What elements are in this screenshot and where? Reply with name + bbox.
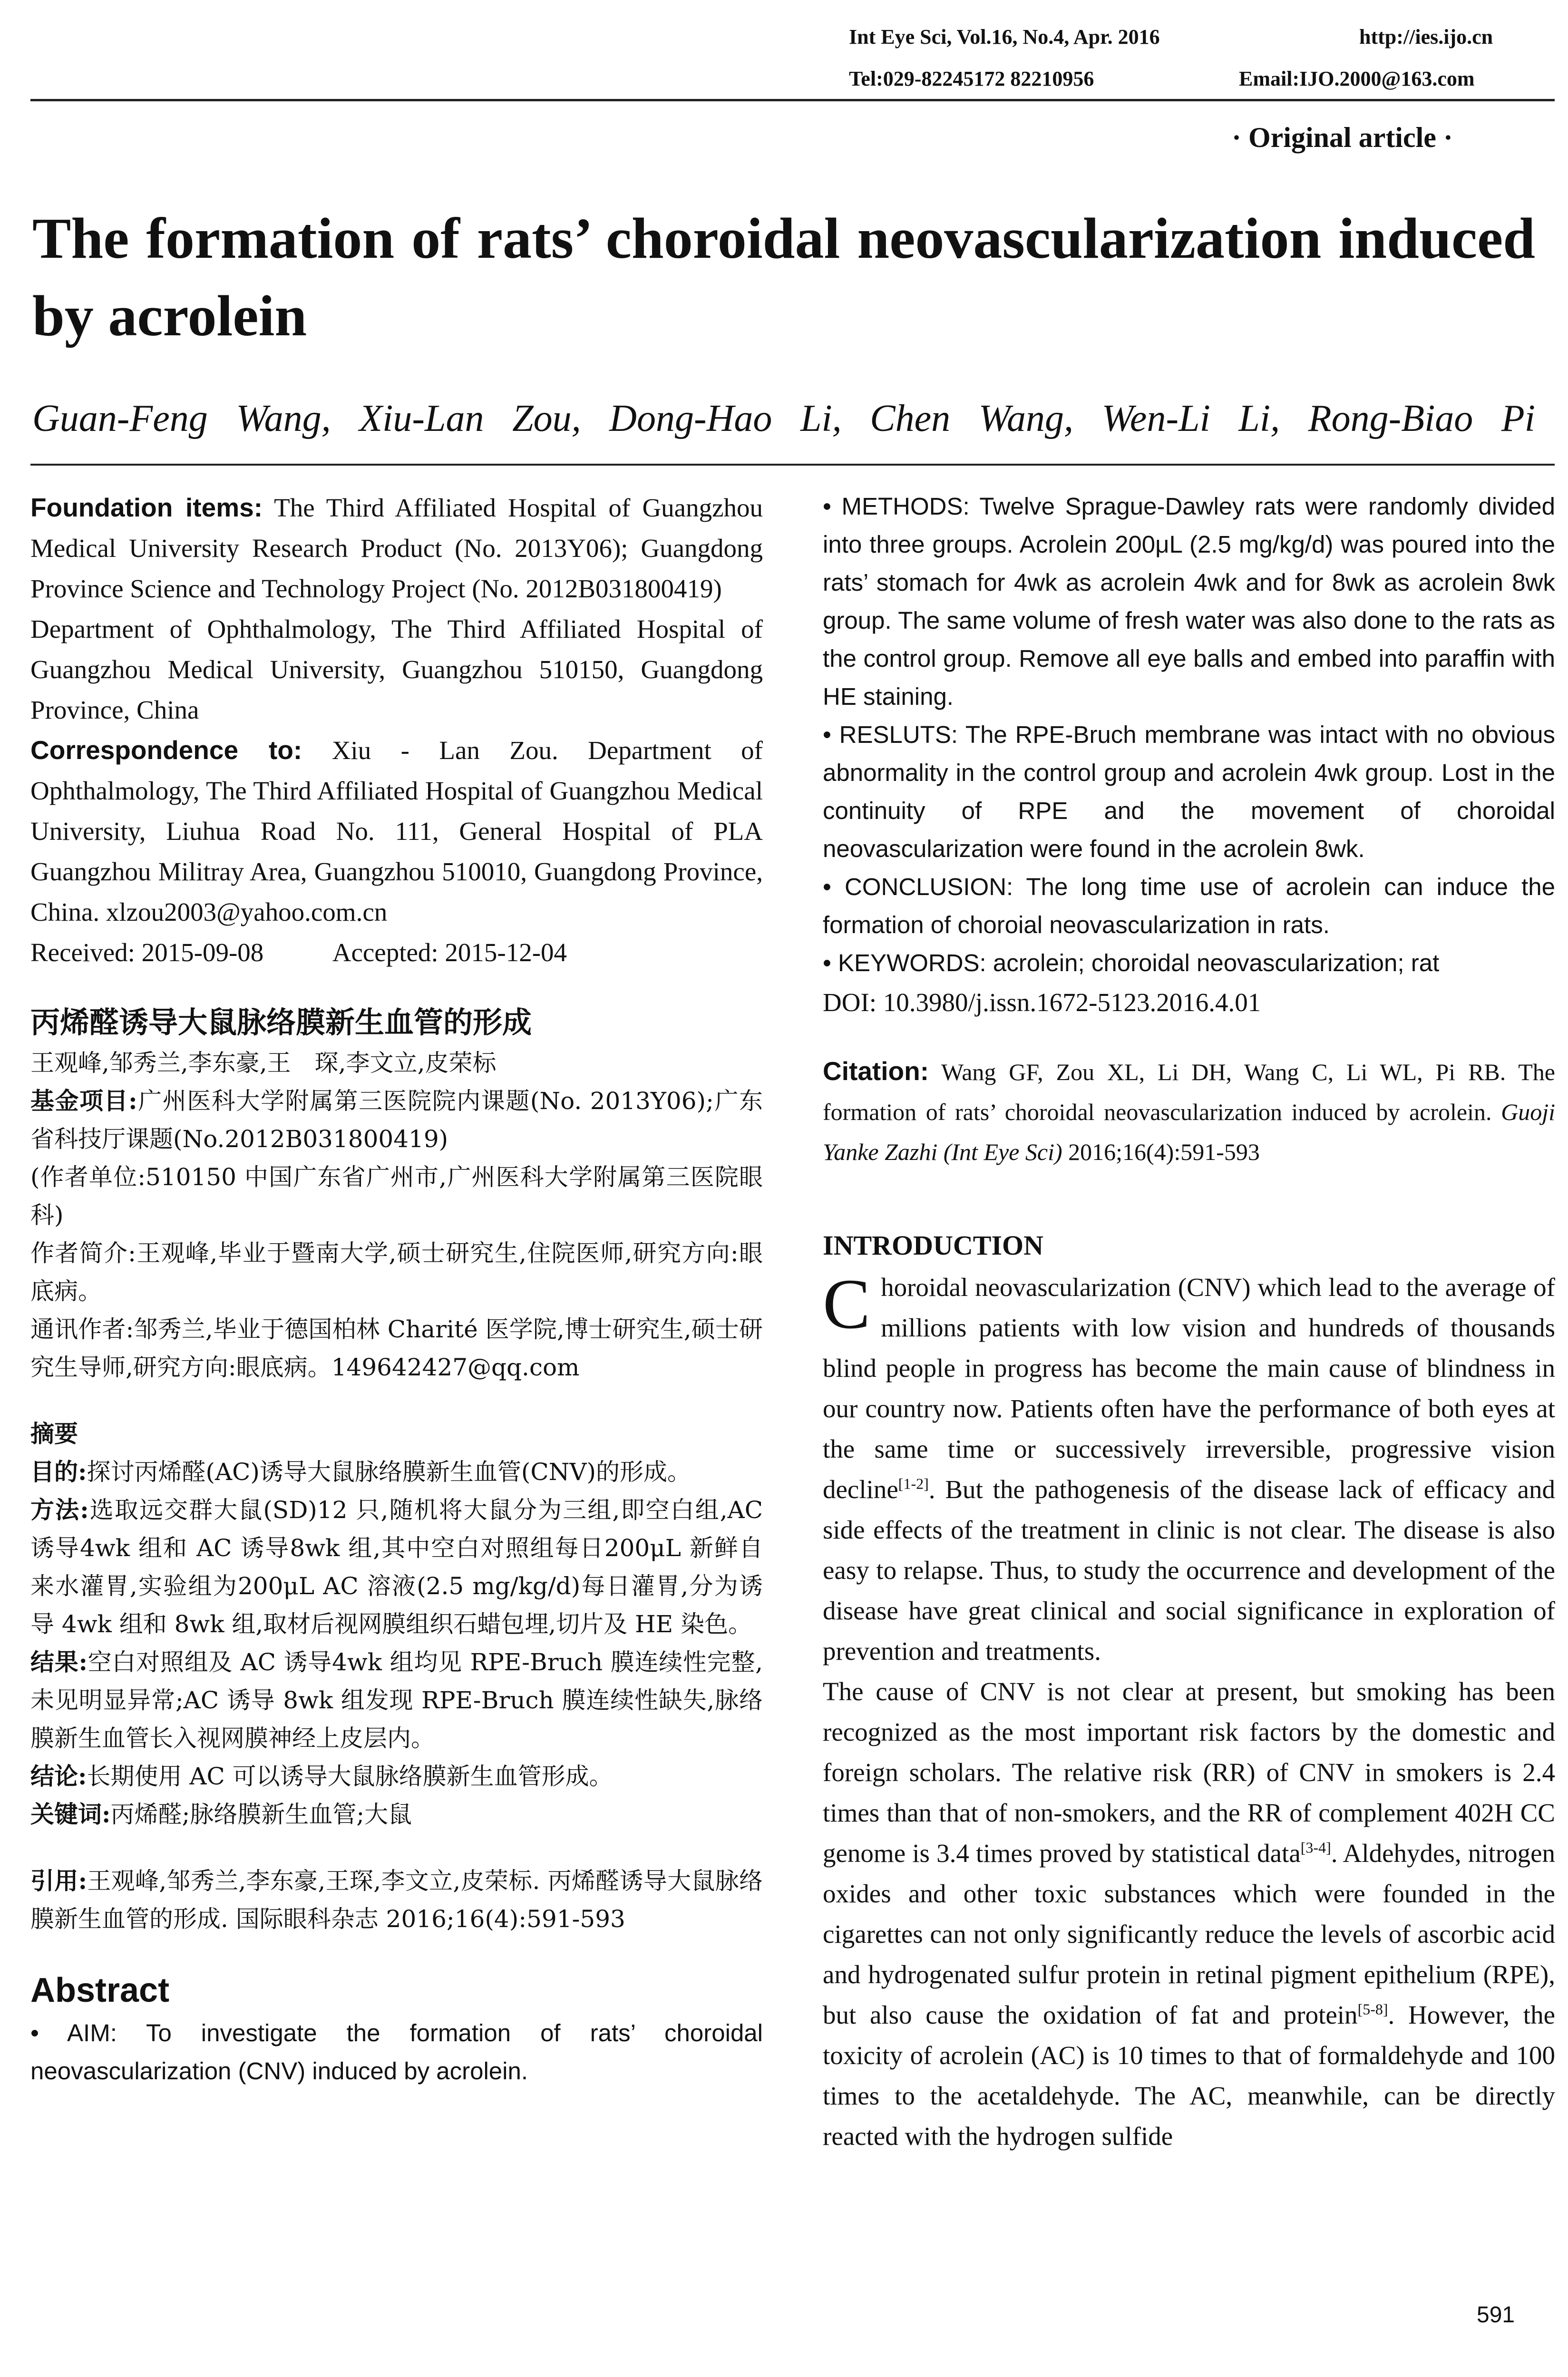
cn-corresponding: 通讯作者:邹秀兰,毕业于德国柏林 Charité 医学院,博士研究生,硕士研究生导师,研究方向:眼底病。149642427@qq.com (30, 1315, 763, 1381)
dates (30, 932, 763, 973)
cn-keywords (30, 1795, 763, 1833)
foundation-label: Foundation items: (30, 493, 263, 522)
cn-result-text: 空白对照组及 AC 诱导4wk 组均见 RPE-Bruch 膜连续性完整,未见明显异常;AC 诱导 8wk 组发现 RPE-Bruch 膜连续性缺失,脉络膜新生血管长入视网膜神经上皮层内。 (30, 1648, 763, 1752)
cn-bio: 作者简介:王观峰,毕业于暨南大学,硕士研究生,住院医师,研究方向:眼底病。 (30, 1239, 763, 1305)
cn-keywords-text: 丙烯醛;脉络膜新生血管;大鼠 (110, 1801, 412, 1828)
ref-3-4[interactable]: [3-4] (1300, 1839, 1331, 1856)
header-rule (30, 99, 1555, 101)
cn-conclusion-label: 结论: (30, 1762, 87, 1790)
citation (823, 1051, 1555, 1172)
cn-keywords-label: 关键词: (30, 1800, 111, 1828)
journal-email[interactable]: Email:IJO.2000@163.com (1239, 67, 1475, 90)
drop-cap: C (823, 1265, 871, 1344)
intro-p1-text-a: horoidal neovascularization (CNV) which lead to the average of millions patients with low vision and hundreds of thousands blind people in progress has become the main cause of blindness in our country now. Patients often have the performance of both eyes at the same time or successively irreversible, progressive vision decline (823, 1273, 1555, 1504)
cn-result (30, 1643, 763, 1757)
cn-unit: (作者单位:510150 中国广东省广州市,广州医科大学附属第三医院眼科) (30, 1163, 763, 1229)
article-type: · Original article · (1232, 122, 1453, 153)
accepted-date: Accepted: 2015-12-04 (332, 938, 567, 967)
citation-text: Wang GF, Zou XL, Li DH, Wang C, Li WL, Pi RB. The formation of rats’ choroidal neovascularization induced by acrolein. (823, 1059, 1555, 1125)
cn-abstract-heading: 摘要 (30, 1420, 78, 1448)
intro-p1-text-b: . But the pathogenesis of the disease lack of efficacy and side effects of the treatment in clinic is not clear. The disease is also easy to relapse. Thus, to study the occurrence and development of the disease have great clinical and social significance in exploration of prevention and treatments. (823, 1475, 1555, 1666)
correspondence-label: Correspondence to: (30, 735, 302, 765)
title-rule (30, 464, 1555, 466)
cn-citation-text: 王观峰,邹秀兰,李东豪,王琛,李文立,皮荣标. 丙烯醛诱导大鼠脉络膜新生血管的形成. 国际眼科杂志 2016;16(4):591-593 (30, 1867, 763, 1933)
citation-journal: Guoji Yanke Zazhi (Int Eye Sci) (823, 1099, 1555, 1165)
left-column (30, 487, 763, 2090)
foundation-items (30, 487, 763, 609)
journal-tel: Tel:029-82245172 82210956 (849, 67, 1094, 90)
intro-paragraph-2 (823, 1671, 1555, 2156)
citation-label: Citation: (823, 1056, 929, 1086)
intro-p2-text-a: The cause of CNV is not clear at present, but smoking has been recognized as the most important risk factors by the domestic and foreign scholars. The relative risk (RR) of CNV in smokers is 2.4 times than that of non-smokers, and the RR of complement 402H CC genome is 3.4 times proved by statistical data (823, 1677, 1555, 1868)
abstract-results: • RESLUTS: The RPE-Bruch membrane was intact with no obvious abnormality in the control group and acrolein 4wk group. Lost in the continuity of RPE and the movement of choroidal neovascularization were found in the acrolein 8wk. (823, 721, 1555, 862)
cn-citation (30, 1862, 763, 1938)
cn-result-label: 结果: (30, 1648, 88, 1676)
cn-aim-text: 探讨丙烯醛(AC)诱导大鼠脉络膜新生血管(CNV)的形成。 (87, 1458, 691, 1486)
abstract-heading: Abstract (30, 1971, 170, 2009)
intro-p2-text-b: . Aldehydes, nitrogen oxides and other toxic substances which were founded in the cigarettes can not only significantly reduce the levels of ascorbic acid and hydrogenated sulfur protein in retinal pigment epithelium (RPE), but also cause the oxidation of fat and protein (823, 1839, 1556, 2029)
abstract-conclusion: • CONCLUSION: The long time use of acrolein can induce the formation of choroial neovascularization in rats. (823, 873, 1555, 938)
citation-pages: 2016;16(4):591-593 (1068, 1139, 1260, 1165)
cn-conclusion-text: 长期使用 AC 可以诱导大鼠脉络膜新生血管形成。 (87, 1763, 613, 1790)
page-number: 591 (1477, 2302, 1515, 2328)
cn-aim-label: 目的: (30, 1458, 87, 1486)
correspondence-text: Xiu - Lan Zou. Department of Ophthalmology, The Third Affiliated Hospital of Guangzhou Medical University, Liuhua Road No. 111, General Hospital of PLA Guangzhou Militray Area, Guangzhou 510010, Guangdong Province, China. xlzou2003@yahoo.com.cn (30, 736, 763, 926)
cn-fund-label: 基金项目: (30, 1087, 137, 1115)
intro-p2-text-c: . However, the toxicity of acrolein (AC) is 10 times to that of formaldehyde and 100 times to the acetaldehyde. The AC, meanwhile, can be directly reacted with the hydrogen sulfide (823, 2000, 1555, 2151)
ref-1-2[interactable]: [1-2] (898, 1475, 929, 1492)
author-list: Guan-Feng Wang, Xiu-Lan Zou, Dong-Hao Li, Chen Wang, Wen-Li Li, Rong-Biao Pi (32, 398, 1535, 439)
intro-paragraph-1 (823, 1267, 1555, 1671)
abstract-keywords: • KEYWORDS: acrolein; choroidal neovascularization; rat (823, 949, 1440, 976)
cn-fund-text: 广州医科大学附属第三医院院内课题(No. 2013Y06);广东省科技厅课题(No.2012B031800419) (30, 1087, 763, 1153)
foundation-text: The Third Affiliated Hospital of Guangzhou Medical University Research Product (No. 2013Y06); Guangdong Province Science and Technology Project (No. 2012B031800419) (30, 493, 763, 603)
journal-url[interactable]: http://ies.ijo.cn (1359, 25, 1493, 49)
cn-method-label: 方法: (30, 1496, 89, 1524)
cn-method-text: 选取远交群大鼠(SD)12 只,随机将大鼠分为三组,即空白组,AC 诱导4wk 组和 AC 诱导8wk 组,其中空白对照组每日200μL 新鲜自来水灌胃,实验组为200μL AC 溶液(2.5 mg/kg/d)每日灌胃,分为诱导 4wk 组和 8wk 组,取材后视网膜组织石蜡包埋,切片及 HE 染色。 (30, 1496, 763, 1638)
article-title: The formation of rats’ choroidal neovascularization induced by acrolein (32, 206, 1535, 348)
cn-conclusion (30, 1757, 763, 1795)
journal-info: Int Eye Sci, Vol.16, No.4, Apr. 2016 (849, 25, 1160, 49)
cn-method (30, 1491, 763, 1643)
abstract-methods: • METHODS: Twelve Sprague-Dawley rats were randomly divided into three groups. Acrolein 200μL (2.5 mg/kg/d) was poured into the rats’ stomach for 4wk as acrolein 4wk and for 8wk as acrolein 8wk group. The same volume of fresh water was also done to the rats as the control group. Remove all eye balls and embed into paraffin with HE staining. (823, 493, 1555, 710)
correspondence (30, 730, 763, 932)
right-column (823, 487, 1555, 2156)
cn-citation-label: 引用: (30, 1867, 88, 1895)
cn-aim (30, 1453, 763, 1491)
ref-5-8[interactable]: [5-8] (1357, 2000, 1388, 2018)
cn-authors: 王观峰,邹秀兰,李东豪,王 琛,李文立,皮荣标 (30, 1049, 497, 1077)
doi[interactable]: DOI: 10.3980/j.issn.1672-5123.2016.4.01 (823, 988, 1261, 1017)
introduction-heading: INTRODUCTION (823, 1230, 1044, 1261)
cn-title: 丙烯醛诱导大鼠脉络膜新生血管的形成 (30, 1005, 532, 1040)
received-date: Received: 2015-09-08 (30, 938, 264, 967)
department: Department of Ophthalmology, The Third Affiliated Hospital of Guangzhou Medical University, Guangzhou 510150, Guangdong Province, China (30, 614, 763, 724)
cn-fund (30, 1082, 763, 1158)
abstract-aim: • AIM: To investigate the formation of rats’ choroidal neovascularization (CNV) induced by acrolein. (30, 2019, 763, 2085)
